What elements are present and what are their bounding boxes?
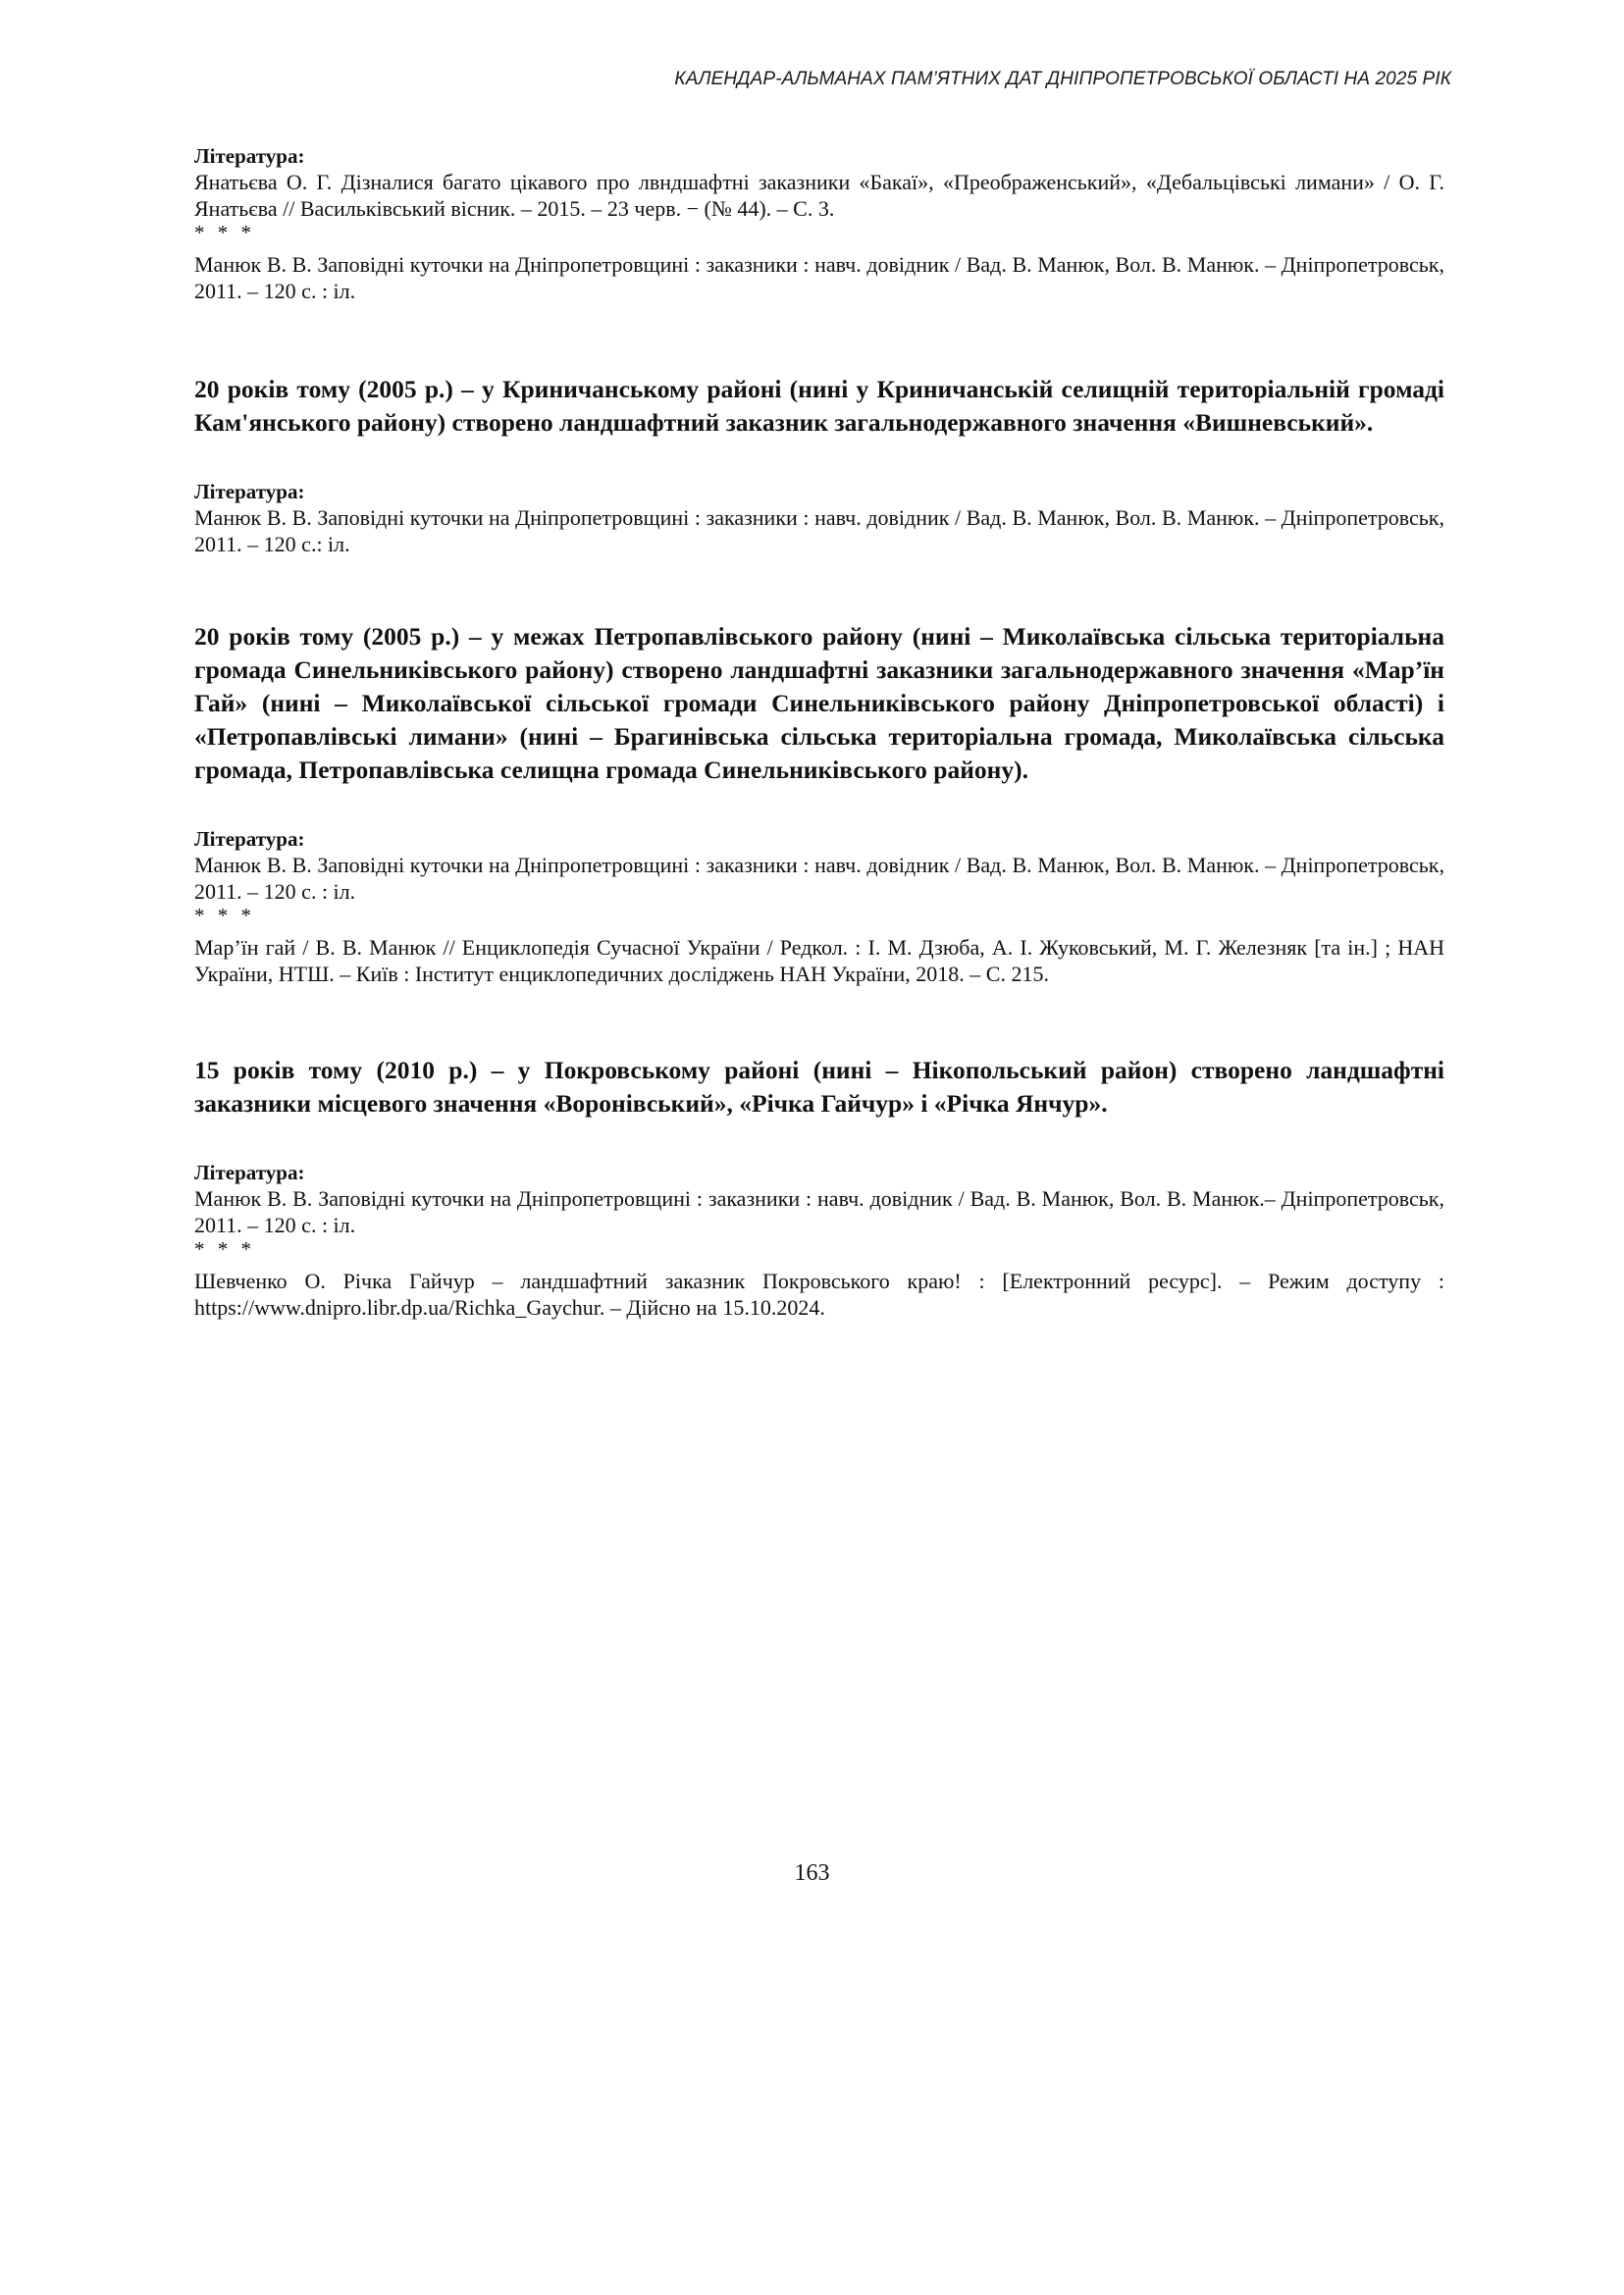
anniversary-entry (194, 1054, 1444, 1321)
entry-separator: * * * (194, 1237, 255, 1261)
bibliography-entry: Манюк В. В. Заповідні куточки на Дніпропетровщині : заказники : навч. довідник / Вад. В. Манюк, Вол. В. Манюк. – Дніпропетровськ, 2011. – 120 с.: іл. (194, 505, 1444, 556)
bibliography-entry: Мар’їн гай / В. В. Манюк // Енциклопедія Сучасної України / Редкол. : І. М. Дзюба, А. І. Жуковський, М. Г. Железняк [та ін.] ; НАН України, НТШ. – Київ : Інститут енциклопедичних досліджень НАН України, 2018. – С. 215. (194, 935, 1444, 986)
bibliography-entry: Манюк В. В. Заповідні куточки на Дніпропетровщині : заказники : навч. довідник / Вад. В. Манюк, Вол. В. Манюк.– Дніпропетровськ, 2011. – 120 с. : іл. (194, 1186, 1444, 1237)
bibliography-entry: Шевченко О. Річка Гайчур – ландшафтний заказник Покровського краю! : [Електронний ресурс]. – Режим доступу : https://www.dnipro.libr.dp.ua/Richka_Gaychur. – Дійсно на 15.10.2024. (194, 1269, 1444, 1320)
running-header: КАЛЕНДАР-АЛЬМАНАХ ПАМ’ЯТНИХ ДАТ ДНІПРОПЕТРОВСЬКОЇ ОБЛАСТІ НА 2025 РІК (674, 69, 1451, 89)
bibliography-entry: Манюк В. В. Заповідні куточки на Дніпропетровщині : заказники : навч. довідник / Вад. В. Манюк, Вол. В. Манюк. – Дніпропетровськ, 2011. – 120 с. : іл. (194, 853, 1444, 904)
anniversary-heading: 20 років тому (2005 р.) – у Криничанському районі (нині у Криничанській селищній територіальній громаді Кам'янського району) створено ландшафтний заказник загальнодержавного значення «Вишневський». (194, 375, 1444, 437)
anniversary-heading: 20 років тому (2005 р.) – у межах Петропавлівського району (нині – Миколаївська сільська територіальна громада Синельниківського району) створено ландшафтні заказники загальнодержавного значення «Мар’їн Гай» (нині – Миколаївської сільської громади Синельниківського району Дніпропетровської області) і «Петропавлівські лимани» (нині – Брагинівська сільська територіальна громада, Миколаївська сільська громада, Петропавлівська селищна громада Синельниківського району). (194, 622, 1444, 784)
page-number: 163 (794, 1860, 830, 1886)
literature-block (194, 143, 1444, 304)
literature-label: Література: (194, 827, 305, 851)
bibliography-entry: Янатьєва О. Г. Дізналися багато цікавого про лвндшафтні заказники «Бакаї», «Преображенський», «Дебальцівські лимани» / О. Г. Янатьєва // Васильківський вісник. – 2015. – 23 черв. − (№ 44). – С. 3. (194, 170, 1444, 221)
bibliography-entry: Манюк В. В. Заповідні куточки на Дніпропетровщині : заказники : навч. довідник / Вад. В. Манюк, Вол. В. Манюк. – Дніпропетровськ, 2011. – 120 с. : іл. (194, 252, 1444, 303)
page-content (194, 143, 1444, 1321)
anniversary-heading: 15 років тому (2010 р.) – у Покровському районі (нині – Нікопольський район) створено ландшафтні заказники місцевого значення «Воронівський», «Річка Гайчур» і «Річка Янчур». (194, 1056, 1444, 1118)
anniversary-entry (194, 620, 1444, 987)
entry-separator: * * * (194, 221, 255, 244)
anniversary-entry (194, 373, 1444, 557)
entry-separator: * * * (194, 904, 255, 927)
literature-label: Література: (194, 144, 305, 168)
literature-label: Література: (194, 1161, 305, 1184)
literature-label: Література: (194, 480, 305, 503)
